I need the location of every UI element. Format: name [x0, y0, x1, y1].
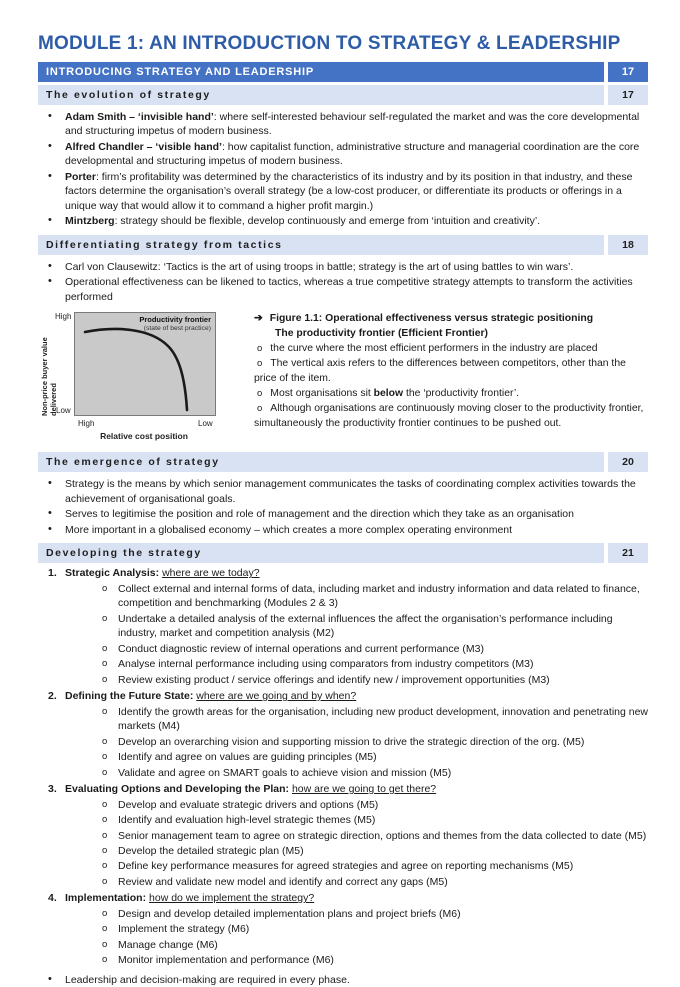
section-row-evolution: [38, 85, 648, 105]
step-lead: Defining the Future State:: [65, 690, 197, 703]
step-evaluating-options: [38, 782, 648, 889]
bullet-lead: Porter: [65, 170, 96, 183]
step-substeps: [65, 582, 648, 687]
step-lead: Strategic Analysis:: [65, 567, 163, 580]
module-header-page-number: 17: [608, 62, 648, 82]
step-lead: Implementation:: [65, 892, 150, 905]
x-tick-low: Low: [198, 419, 213, 429]
y-tick-low: Low: [56, 406, 71, 416]
figure-note-text: the ‘productivity frontier’.: [403, 388, 520, 400]
frontier-annotation: [139, 316, 211, 332]
section-title: The evolution of strategy: [38, 85, 604, 105]
list-item: o Identify the growth areas for the organisation, including new product development, innovation and penetrating new markets (M4): [118, 705, 648, 734]
list-item: • Operational effectiveness can be likened to tactics, whereas a true competitive strategy attempts to transform the activities performed: [65, 275, 648, 304]
list-item: [65, 170, 648, 213]
figure-note: [254, 357, 648, 386]
list-item: [65, 140, 648, 169]
figure-caption-line2: The productivity frontier (Efficient Frontier): [275, 327, 489, 339]
list-item: • Serves to legitimise the position and role of management and the direction which they take as an organisation: [65, 507, 648, 521]
step-title: [65, 891, 648, 905]
plot-area: [74, 312, 216, 416]
list-item: o Define key performance measures for agreed strategies and agree on reporting mechanisms (M5): [118, 859, 648, 873]
section-page-number: 18: [608, 235, 648, 255]
list-item: o Identify and agree on values are guiding principles (M5): [118, 750, 648, 764]
section-page-number: 20: [608, 452, 648, 472]
list-item: • Carl von Clausewitz: ‘Tactics is the art of using troops in battle; strategy is the art of using battles to win wars’.: [65, 260, 648, 274]
section-title: The emergence of strategy: [38, 452, 604, 472]
list-item: o Validate and agree on SMART goals to achieve vision and mission (M5): [118, 766, 648, 780]
step-number: 2.: [48, 690, 57, 703]
list-item: [65, 110, 648, 139]
step-question: where are we today?: [162, 567, 260, 580]
figure-caption-text: Figure 1.1: Operational effectiveness versus strategic positioning: [269, 313, 594, 325]
list-item: o Conduct diagnostic review of internal operations and current performance (M3): [118, 642, 648, 656]
list-item: o Review existing product / service offerings and identify new / improvement opportunities (M3): [118, 673, 648, 687]
y-axis-label: Non-price buyer value delivered: [40, 337, 58, 417]
figure-note-text: the curve where the most efficient performers in the industry are placed: [270, 343, 598, 355]
bullet-lead: Mintzberg: [65, 215, 115, 228]
page-title: MODULE 1: AN INTRODUCTION TO STRATEGY & LEADERSHIP: [38, 33, 621, 54]
figure-1-1-block: [38, 310, 648, 448]
list-item: o Design and develop detailed implementation plans and project briefs (M6): [118, 907, 648, 921]
frontier-annotation-subtitle: (state of best practice): [143, 324, 211, 332]
list-item: o Collect external and internal forms of data, including market and industry information and data related to finance, competition and benchmarking (Modules 2 & 3): [118, 582, 648, 611]
figure-caption-line1: [254, 312, 648, 326]
list-item: o Senior management team to agree on strategic direction, options and themes from the data collected to date (M5): [118, 829, 648, 843]
section-row-developing: [38, 543, 648, 563]
closing-bullet-list: [38, 973, 648, 987]
bullet-text: : firm’s profitability was determined by the characteristics of its industry and by its position in that industry, and these factors determine the organisation’s overall strategy (be a low-cost producer, or differentiate its products or offerings in a unique way that would allow it to command a higher profit margin.): [65, 170, 633, 212]
bullet-lead: Adam Smith – ‘invisible hand’: [65, 111, 214, 123]
bullet-lead: Alfred Chandler – ‘visible hand’: [65, 140, 222, 153]
step-title: [65, 566, 648, 580]
section-page-number: 17: [608, 85, 648, 105]
step-question: how are we going to get there?: [291, 783, 437, 796]
arrow-icon: ➔: [254, 313, 263, 325]
bullet-text: : strategy should be flexible, develop continuously and emerge from ‘intuition and creativity’.: [114, 215, 541, 228]
step-substeps: [65, 705, 648, 780]
list-item: • Strategy is the means by which senior management communicates the tasks of coordinating complex activities towards the achievement of organisational goals.: [65, 477, 648, 506]
figure-note: [254, 342, 648, 356]
figure-note: [254, 387, 648, 401]
figure-note: [254, 402, 648, 431]
list-item: o Review and validate new model and identify and correct any gaps (M5): [118, 875, 648, 889]
figure-note-bold: below: [373, 388, 404, 400]
list-item: • More important in a globalised economy – which creates a more complex operating environment: [65, 523, 648, 537]
module-header-label: INTRODUCING STRATEGY AND LEADERSHIP: [38, 62, 604, 82]
list-item: o Develop and evaluate strategic drivers and options (M5): [118, 798, 648, 812]
figure-note-text: The vertical axis refers to the differences between competitors, other than the price of the item.: [254, 358, 626, 384]
evolution-bullet-list: [38, 110, 648, 229]
list-item: o Develop the detailed strategic plan (M5): [118, 844, 648, 858]
figure-note-text: Although organisations are continuously moving closer to the productivity frontier, simultaneously the productivity frontier continues to be pushed out.: [254, 403, 644, 429]
bullet-text: : how capitalist function, administrative structure and managerial coordination are the core developmental and structuring impetus of modern business.: [65, 140, 640, 168]
x-tick-high: High: [78, 419, 95, 429]
step-number: 4.: [48, 892, 57, 905]
list-item: o Undertake a detailed analysis of the external influences the affect the organisation’s performance including industry, market and competition analysis (M2): [118, 612, 648, 641]
section-page-number: 21: [608, 543, 648, 563]
tactics-bullet-list: [38, 260, 648, 304]
module-header-row: [38, 62, 648, 82]
step-lead: Evaluating Options and Developing the Plan:: [65, 783, 292, 796]
section-title: Differentiating strategy from tactics: [38, 235, 604, 255]
list-item: o Implement the strategy (M6): [118, 922, 648, 936]
list-item: o Develop an overarching vision and supporting mission to drive the strategic direction of the org. (M5): [118, 735, 648, 749]
x-axis-label: Relative cost position: [100, 431, 188, 442]
step-future-state: [38, 689, 648, 780]
step-number: 3.: [48, 783, 57, 796]
strategy-steps: [38, 566, 648, 968]
step-question: where are we going and by when?: [196, 690, 357, 703]
figure-caption-column: [240, 310, 648, 448]
step-title: [65, 689, 648, 703]
step-substeps: [65, 907, 648, 968]
step-number: 1.: [48, 567, 57, 580]
bullet-text: : where self-interested behaviour self-regulated the market and was the core developmental and structuring impetus of modern business.: [65, 111, 640, 138]
figure-note-text: Most organisations sit: [270, 388, 374, 400]
frontier-annotation-title: Productivity frontier: [139, 315, 211, 325]
list-item: o Identify and evaluation high-level strategic themes (M5): [118, 813, 648, 827]
section-row-tactics: [38, 235, 648, 255]
step-implementation: [38, 891, 648, 967]
step-title: [65, 782, 648, 796]
section-row-emergence: [38, 452, 648, 472]
list-item: • Leadership and decision-making are required in every phase.: [65, 973, 648, 987]
step-substeps: [65, 798, 648, 890]
list-item: o Analyse internal performance including using comparators from industry competitors (M3): [118, 657, 648, 671]
list-item: o Manage change (M6): [118, 938, 648, 952]
emergence-bullet-list: [38, 477, 648, 537]
step-question: how do we implement the strategy?: [149, 892, 315, 905]
y-tick-high: High: [55, 312, 72, 322]
list-item: o Monitor implementation and performance (M6): [118, 953, 648, 967]
productivity-frontier-chart: [38, 310, 240, 448]
step-strategic-analysis: [38, 566, 648, 687]
section-title: Developing the strategy: [38, 543, 604, 563]
list-item: [65, 214, 648, 228]
